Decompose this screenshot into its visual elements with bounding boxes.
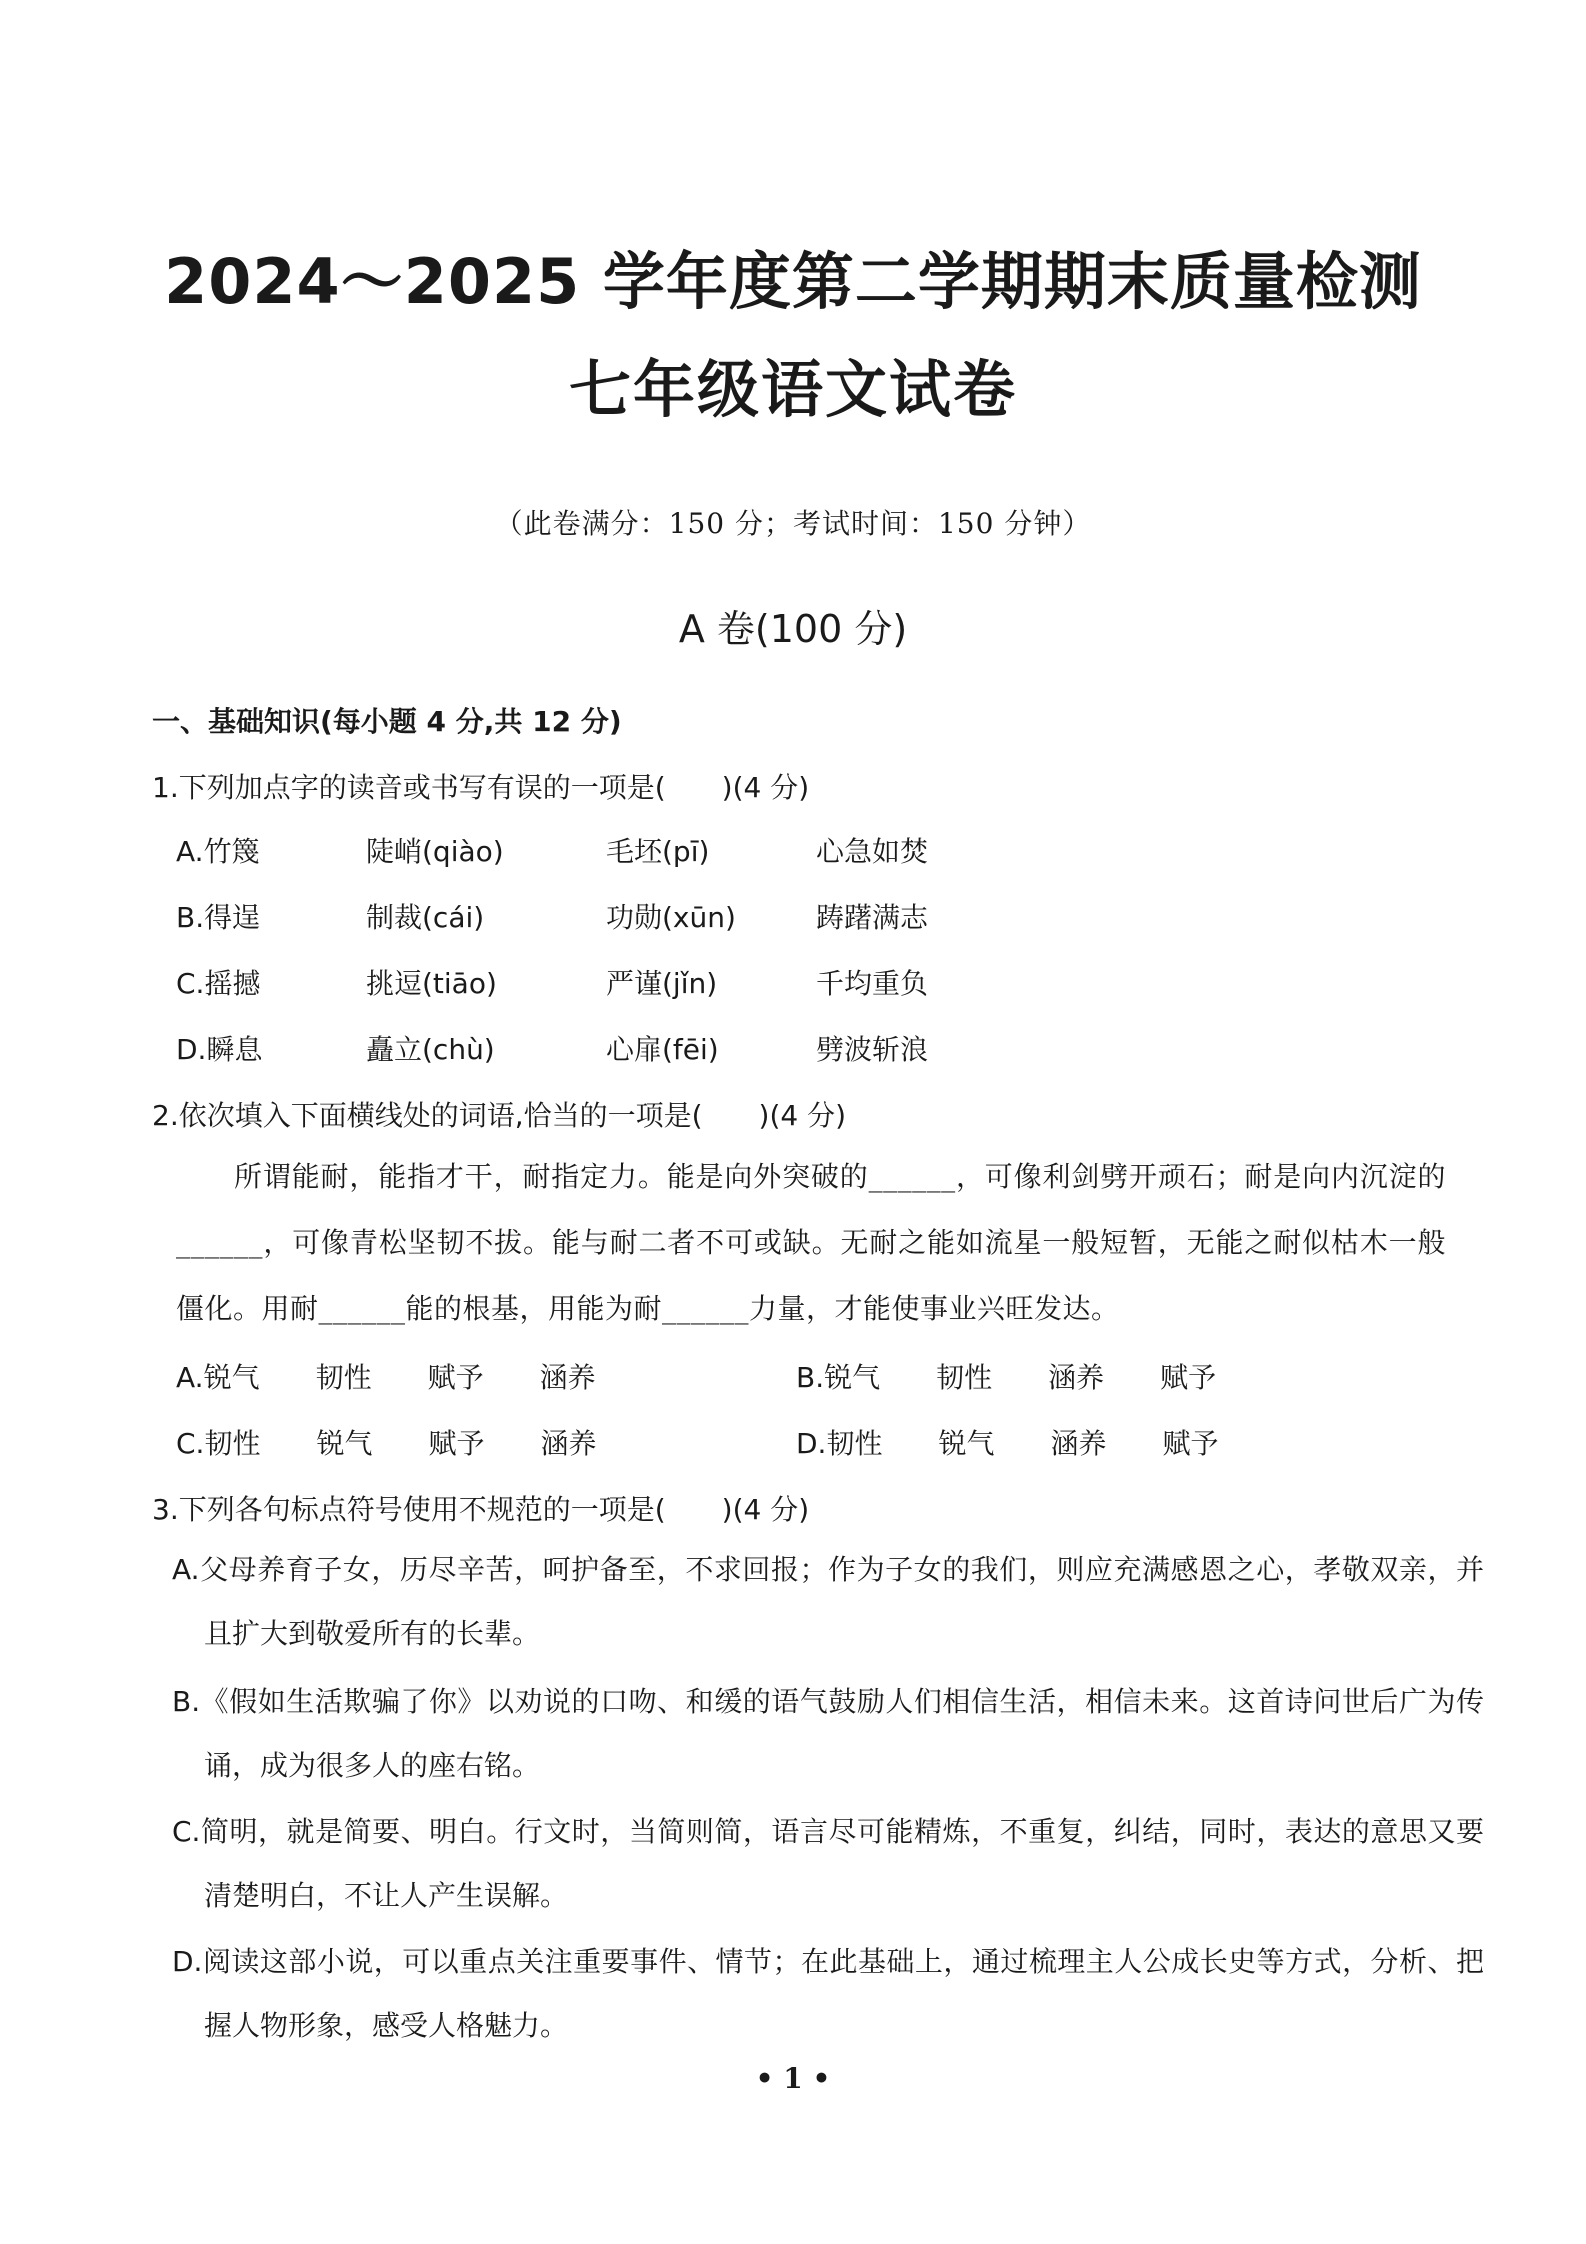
- q1-row-c: [176, 962, 1476, 1002]
- q1-a-2: 陡峭(qiào): [366, 835, 504, 868]
- q2-option-d: D.韧性 锐气 涵养 赋予: [796, 1427, 1219, 1460]
- q1-d-4: 劈波斩浪: [816, 1033, 929, 1066]
- q1-d-2: 矗立(chù): [366, 1033, 495, 1066]
- q2-option-c: C.韧性 锐气 赋予 涵养: [176, 1427, 597, 1460]
- q2-passage: 所谓能耐，能指才干，耐指定力。能是向外突破的______，可像利剑劈开顽石；耐是向内沉淀的______，可像青松坚韧不拔。能与耐二者不可或缺。无耐之能如流星一般短暂，无能之耐似枯木一般僵化。用耐______能的根基，用能为耐______力量，才能使事业兴旺发达。: [176, 1160, 1446, 1325]
- q3-option-b: B.《假如生活欺骗了你》以劝说的口吻、和缓的语气鼓励人们相信生活，相信未来。这首诗问世后广为传诵，成为很多人的座右铭。: [172, 1685, 1484, 1782]
- q1-a-1: A.竹篾: [176, 835, 260, 868]
- question-2-stem: 2.依次填入下面横线处的词语,恰当的一项是( )(4 分): [152, 1099, 847, 1132]
- page-number: • 1 •: [755, 2062, 831, 2095]
- q1-d-1: D.瞬息: [176, 1033, 263, 1066]
- exam-title-line1: 2024～2025 学年度第二学期期末质量检测: [164, 245, 1422, 318]
- q1-d-3: 心扉(fēi): [606, 1033, 719, 1066]
- question-1-stem: 1.下列加点字的读音或书写有误的一项是( )(4 分): [152, 771, 810, 804]
- q1-row-d: [176, 1028, 1476, 1068]
- q1-a-4: 心急如焚: [816, 835, 929, 868]
- q3-option-a: A.父母养育子女，历尽辛苦，呵护备至，不求回报；作为子女的我们，则应充满感恩之心，孝敬双亲，并且扩大到敬爱所有的长辈。: [172, 1553, 1484, 1650]
- q3-option-d: D.阅读这部小说，可以重点关注重要事件、情节；在此基础上，通过梳理主人公成长史等方式，分析、把握人物形象，感受人格魅力。: [172, 1945, 1484, 2042]
- q1-c-2: 挑逗(tiāo): [366, 967, 497, 1000]
- exam-title-line2: 七年级语文试卷: [568, 353, 1017, 426]
- q1-c-4: 千均重负: [816, 967, 929, 1000]
- q2-option-a: A.锐气 韧性 赋予 涵养: [176, 1361, 596, 1394]
- q1-b-3: 功勋(xūn): [606, 901, 736, 934]
- q1-c-3: 严谨(jǐn): [606, 967, 718, 1000]
- question-3-stem: 3.下列各句标点符号使用不规范的一项是( )(4 分): [152, 1493, 810, 1526]
- q1-c-1: C.摇撼: [176, 967, 261, 1000]
- q3-option-c: C.简明，就是简要、明白。行文时，当简则简，语言尽可能精炼，不重复，纠结，同时，表达的意思又要清楚明白，不让人产生误解。: [172, 1815, 1484, 1912]
- section-heading: 一、基础知识(每小题 4 分,共 12 分): [152, 705, 622, 738]
- q2-option-b: B.锐气 韧性 涵养 赋予: [796, 1361, 1217, 1394]
- exam-info: （此卷满分：150 分；考试时间：150 分钟）: [494, 507, 1092, 540]
- volume-heading: A 卷(100 分): [678, 607, 908, 651]
- q1-row-a: [176, 830, 1476, 870]
- q1-b-1: B.得逞: [176, 901, 261, 934]
- q1-a-3: 毛坯(pī): [606, 835, 710, 868]
- q1-b-2: 制裁(cái): [366, 901, 485, 934]
- q1-b-4: 踌躇满志: [816, 901, 929, 934]
- q1-row-b: [176, 896, 1476, 936]
